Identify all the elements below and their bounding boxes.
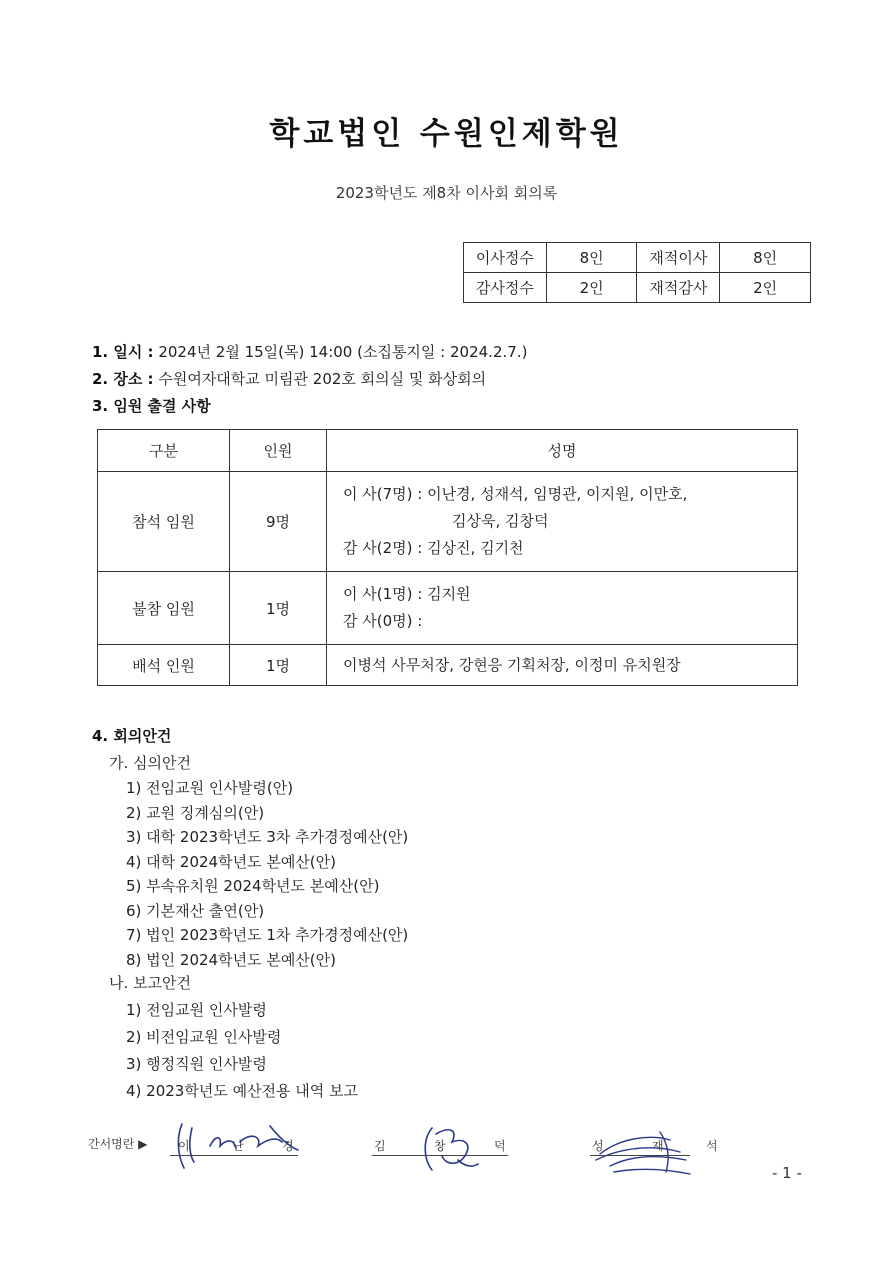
attendance-heading: 3. 임원 출결 사항 (92, 397, 211, 415)
count-value: 8인 (546, 243, 637, 273)
agenda-heading: 4. 회의안건 (92, 727, 172, 745)
header-category: 구분 (98, 430, 230, 472)
table-row-present (98, 472, 798, 572)
header-count: 인원 (230, 430, 327, 472)
document-subtitle: 2023학년도 제8차 이사회 회의록 (335, 184, 558, 202)
name-line: 감 사(2명) : 김상진, 김기천 (343, 539, 524, 557)
handwritten-signature-3 (590, 1124, 700, 1180)
meeting-date-label: 1. 일시 : (92, 343, 154, 361)
table-row-absent (98, 572, 798, 645)
row-count: 1명 (230, 572, 327, 645)
handwritten-signature-1 (170, 1116, 310, 1176)
name-line: 이 사(1명) : 김지원 (343, 585, 471, 603)
table-row-attendees (98, 645, 798, 686)
signer-char: 재 (652, 1139, 664, 1153)
meeting-place (92, 368, 486, 389)
count-label: 이사정수 (464, 243, 547, 273)
agenda-section-b-list (126, 999, 358, 1107)
page-number: - 1 - (772, 1164, 802, 1182)
count-row-auditors (464, 273, 811, 303)
meeting-place-value: 수원여자대학교 미림관 202호 회의실 및 화상회의 (158, 370, 487, 388)
count-label: 재적감사 (637, 273, 720, 303)
list-item: 2) 교원 징계심의(안) (126, 803, 265, 822)
signer-char: 김 (374, 1139, 386, 1153)
row-count: 9명 (230, 472, 327, 572)
count-label: 재적이사 (637, 243, 720, 273)
list-item: 2) 비전임교원 인사발령 (126, 1028, 282, 1046)
count-label: 감사정수 (464, 273, 547, 303)
meeting-date-value: 2024년 2월 15일(목) 14:00 (소집통지일 : 2024.2.7.) (158, 343, 528, 361)
signer-char: 석 (706, 1139, 718, 1153)
name-line: 감 사(0명) : (343, 612, 423, 630)
member-count-table (463, 242, 811, 303)
handwritten-signature-2 (402, 1120, 492, 1180)
row-names (327, 645, 798, 686)
header-names: 성명 (327, 430, 798, 472)
list-item: 1) 전임교원 인사발령(안) (126, 779, 294, 797)
meeting-place-label: 2. 장소 : (92, 370, 154, 388)
row-category: 배석 인원 (98, 645, 230, 686)
list-item: 1) 전임교원 인사발령 (126, 1001, 267, 1019)
signature-block-2 (372, 1130, 508, 1170)
meeting-date (92, 341, 527, 362)
list-item: 3) 행정직원 인사발령 (126, 1055, 267, 1073)
list-item: 8) 법인 2024학년도 본예산(안) (126, 950, 336, 969)
name-line: 이 사(7명) : 이난경, 성재석, 임명관, 이지원, 이만호, (343, 485, 688, 503)
row-names (327, 472, 798, 572)
attendance-header-row (98, 430, 798, 472)
signer-char: 경 (282, 1139, 294, 1153)
list-item: 7) 법인 2023학년도 1차 추가경정예산(안) (126, 926, 409, 944)
count-row-directors (464, 243, 811, 273)
list-item: 6) 기본재산 출연(안) (126, 901, 265, 920)
row-names (327, 572, 798, 645)
list-item: 4) 대학 2024학년도 본예산(안) (126, 852, 336, 871)
signer-char: 이 (178, 1139, 190, 1153)
agenda-section-b-title: 나. 보고안건 (109, 974, 191, 992)
row-category: 참석 임원 (98, 472, 230, 572)
count-value: 2인 (546, 273, 637, 303)
attendance-table (97, 429, 798, 686)
signer-char: 난 (232, 1139, 244, 1153)
agenda-section-a-list (126, 777, 408, 973)
list-item: 4) 2023학년도 예산전용 내역 보고 (126, 1082, 359, 1100)
count-value: 8인 (720, 243, 811, 273)
list-item: 5) 부속유치원 2024학년도 본예산(안) (126, 877, 380, 895)
row-category: 불참 임원 (98, 572, 230, 645)
signer-char: 창 (434, 1139, 446, 1153)
signer-char: 덕 (494, 1139, 506, 1153)
signer-char: 성 (592, 1139, 604, 1153)
signature-block-3 (590, 1130, 720, 1170)
signature-label: 간서명란 ▶ (88, 1137, 148, 1151)
name-line: 김상욱, 김창덕 (452, 512, 549, 530)
agenda-section-a-title: 가. 심의안건 (109, 754, 191, 772)
row-count: 1명 (230, 645, 327, 686)
list-item: 3) 대학 2023학년도 3차 추가경정예산(안) (126, 828, 409, 846)
count-value: 2인 (720, 273, 811, 303)
signature-block-1 (170, 1130, 300, 1170)
document-title: 학교법인 수원인제학원 (269, 116, 624, 152)
name-line: 이병석 사무처장, 강현응 기획처장, 이정미 유치원장 (343, 655, 681, 674)
